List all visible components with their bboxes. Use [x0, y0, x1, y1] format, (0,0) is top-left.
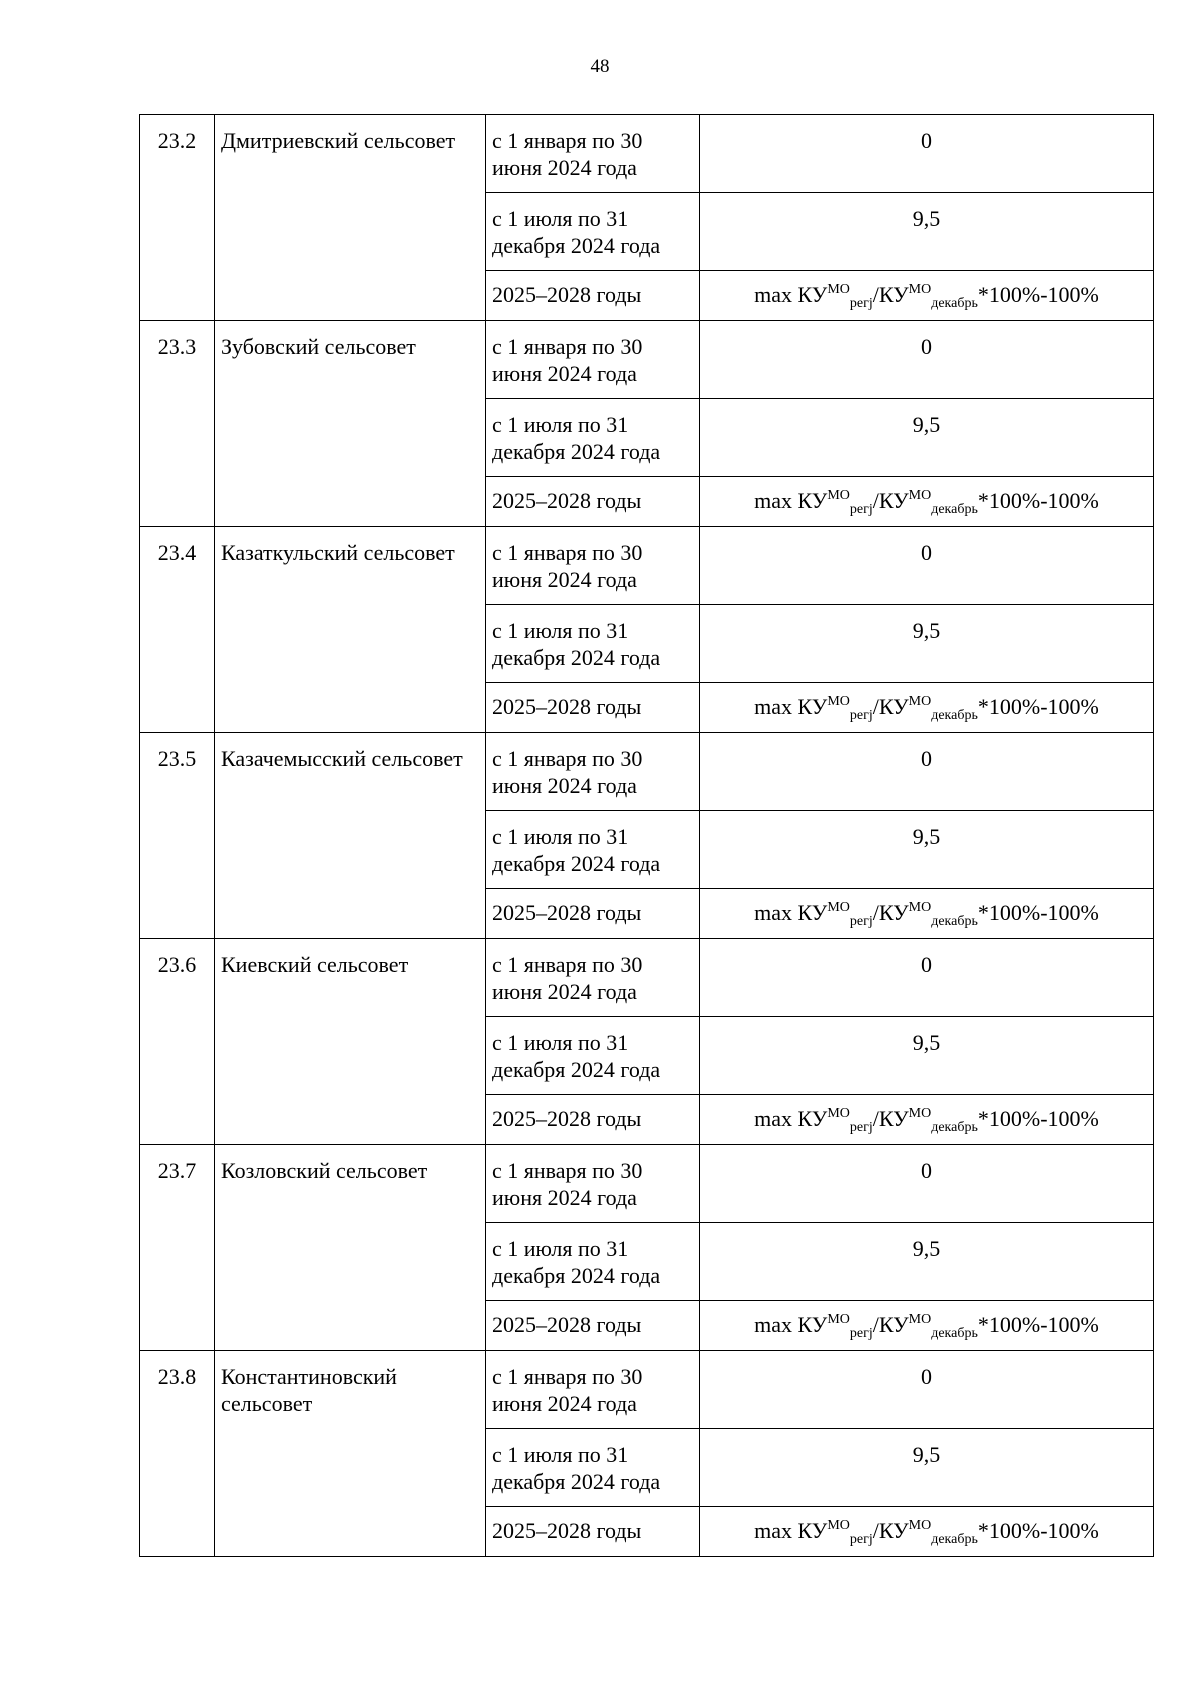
period-label: с 1 января по 30 июня 2024 года — [486, 1145, 700, 1223]
period-label: с 1 июля по 31 декабря 2024 года — [486, 605, 700, 683]
formula-suffix: *100%-100% — [977, 1518, 1099, 1543]
coefficient-formula — [700, 889, 1154, 939]
formula-suffix: *100%-100% — [977, 1106, 1099, 1131]
coefficient-value: 9,5 — [700, 193, 1154, 271]
table-row — [140, 321, 1154, 399]
coefficient-value: 0 — [700, 527, 1154, 605]
formula-sub-reg: регj — [849, 502, 873, 517]
formula-sub-reg: регj — [849, 296, 873, 311]
period-label: с 1 июля по 31 декабря 2024 года — [486, 811, 700, 889]
formula-suffix: *100%-100% — [977, 900, 1099, 925]
period-label: 2025–2028 годы — [486, 477, 700, 527]
coefficient-formula — [700, 1507, 1154, 1557]
coefficient-value: 0 — [700, 115, 1154, 193]
row-number: 23.8 — [140, 1351, 215, 1557]
municipality-name: Зубовский сельсовет — [215, 321, 486, 527]
coefficient-value: 9,5 — [700, 1429, 1154, 1507]
formula-sup-mo: МО — [827, 1106, 850, 1121]
period-label: 2025–2028 годы — [486, 1507, 700, 1557]
table-row — [140, 733, 1154, 811]
formula-prefix: max КУ — [754, 282, 828, 307]
table-row — [140, 1145, 1154, 1223]
period-label: 2025–2028 годы — [486, 1095, 700, 1145]
table-row — [140, 939, 1154, 1017]
formula-slash-ku: /КУ — [872, 1312, 909, 1337]
municipality-name: Козловский сельсовет — [215, 1145, 486, 1351]
formula-sub-reg: регj — [849, 708, 873, 723]
coefficient-formula — [700, 271, 1154, 321]
page-number: 48 — [590, 56, 610, 77]
coefficient-value: 9,5 — [700, 399, 1154, 477]
municipality-name: Константиновский сельсовет — [215, 1351, 486, 1557]
formula-sup-mo: МО — [827, 900, 850, 915]
formula-slash-ku: /КУ — [872, 1106, 909, 1131]
formula-sup-mo-2: МО — [908, 900, 932, 915]
formula-sub-december: декабрь — [931, 502, 978, 517]
coefficient-formula — [700, 1301, 1154, 1351]
period-label: 2025–2028 годы — [486, 889, 700, 939]
formula-suffix: *100%-100% — [977, 282, 1099, 307]
period-label: 2025–2028 годы — [486, 683, 700, 733]
formula-sup-mo-2: МО — [908, 488, 932, 503]
period-label: с 1 июля по 31 декабря 2024 года — [486, 1429, 700, 1507]
municipality-name: Казачемысский сельсовет — [215, 733, 486, 939]
formula-sub-december: декабрь — [931, 1326, 978, 1341]
formula-sup-mo-2: МО — [908, 1312, 932, 1327]
period-label: 2025–2028 годы — [486, 271, 700, 321]
formula-sup-mo: МО — [827, 488, 850, 503]
period-label: с 1 января по 30 июня 2024 года — [486, 733, 700, 811]
formula-sub-december: декабрь — [931, 1120, 978, 1135]
coefficient-value: 9,5 — [700, 811, 1154, 889]
coefficient-value: 0 — [700, 733, 1154, 811]
formula-suffix: *100%-100% — [977, 694, 1099, 719]
period-label: с 1 июля по 31 декабря 2024 года — [486, 1017, 700, 1095]
formula-prefix: max КУ — [754, 900, 828, 925]
coefficient-value: 0 — [700, 1351, 1154, 1429]
row-number: 23.6 — [140, 939, 215, 1145]
coefficient-value: 9,5 — [700, 1017, 1154, 1095]
table-row — [140, 527, 1154, 605]
formula-sub-reg: регj — [849, 1532, 873, 1547]
period-label: с 1 июля по 31 декабря 2024 года — [486, 399, 700, 477]
formula-sub-reg: регj — [849, 1120, 873, 1135]
period-label: с 1 июля по 31 декабря 2024 года — [486, 1223, 700, 1301]
row-number: 23.5 — [140, 733, 215, 939]
table-row — [140, 1351, 1154, 1429]
formula-prefix: max КУ — [754, 1312, 828, 1337]
coefficient-value: 0 — [700, 939, 1154, 1017]
formula-suffix: *100%-100% — [977, 1312, 1099, 1337]
coefficient-table — [139, 114, 1154, 1557]
formula-prefix: max КУ — [754, 488, 828, 513]
formula-sup-mo: МО — [827, 694, 850, 709]
formula-sup-mo: МО — [827, 282, 850, 297]
formula-sup-mo-2: МО — [908, 1106, 932, 1121]
formula-sub-december: декабрь — [931, 708, 978, 723]
period-label: с 1 января по 30 июня 2024 года — [486, 939, 700, 1017]
formula-sub-december: декабрь — [931, 914, 978, 929]
period-label: с 1 июля по 31 декабря 2024 года — [486, 193, 700, 271]
municipality-name: Дмитриевский сельсовет — [215, 115, 486, 321]
table-row — [140, 115, 1154, 193]
coefficient-formula — [700, 477, 1154, 527]
formula-sub-december: декабрь — [931, 296, 978, 311]
formula-sub-reg: регj — [849, 914, 873, 929]
coefficient-value: 0 — [700, 321, 1154, 399]
formula-slash-ku: /КУ — [872, 694, 909, 719]
coefficient-value: 0 — [700, 1145, 1154, 1223]
formula-slash-ku: /КУ — [872, 282, 909, 307]
formula-prefix: max КУ — [754, 694, 828, 719]
period-label: с 1 января по 30 июня 2024 года — [486, 1351, 700, 1429]
formula-slash-ku: /КУ — [872, 900, 909, 925]
formula-sup-mo: МО — [827, 1518, 850, 1533]
period-label: с 1 января по 30 июня 2024 года — [486, 321, 700, 399]
coefficient-value: 9,5 — [700, 1223, 1154, 1301]
formula-sup-mo-2: МО — [908, 282, 932, 297]
municipality-name: Казаткульский сельсовет — [215, 527, 486, 733]
formula-sup-mo: МО — [827, 1312, 850, 1327]
period-label: с 1 января по 30 июня 2024 года — [486, 527, 700, 605]
formula-slash-ku: /КУ — [872, 488, 909, 513]
row-number: 23.3 — [140, 321, 215, 527]
period-label: 2025–2028 годы — [486, 1301, 700, 1351]
row-number: 23.2 — [140, 115, 215, 321]
formula-prefix: max КУ — [754, 1106, 828, 1131]
period-label: с 1 января по 30 июня 2024 года — [486, 115, 700, 193]
formula-slash-ku: /КУ — [872, 1518, 909, 1543]
row-number: 23.7 — [140, 1145, 215, 1351]
row-number: 23.4 — [140, 527, 215, 733]
formula-sub-reg: регj — [849, 1326, 873, 1341]
formula-sup-mo-2: МО — [908, 1518, 932, 1533]
formula-suffix: *100%-100% — [977, 488, 1099, 513]
coefficient-formula — [700, 683, 1154, 733]
formula-sup-mo-2: МО — [908, 694, 932, 709]
formula-sub-december: декабрь — [931, 1532, 978, 1547]
coefficient-value: 9,5 — [700, 605, 1154, 683]
coefficient-formula — [700, 1095, 1154, 1145]
formula-prefix: max КУ — [754, 1518, 828, 1543]
municipality-name: Киевский сельсовет — [215, 939, 486, 1145]
